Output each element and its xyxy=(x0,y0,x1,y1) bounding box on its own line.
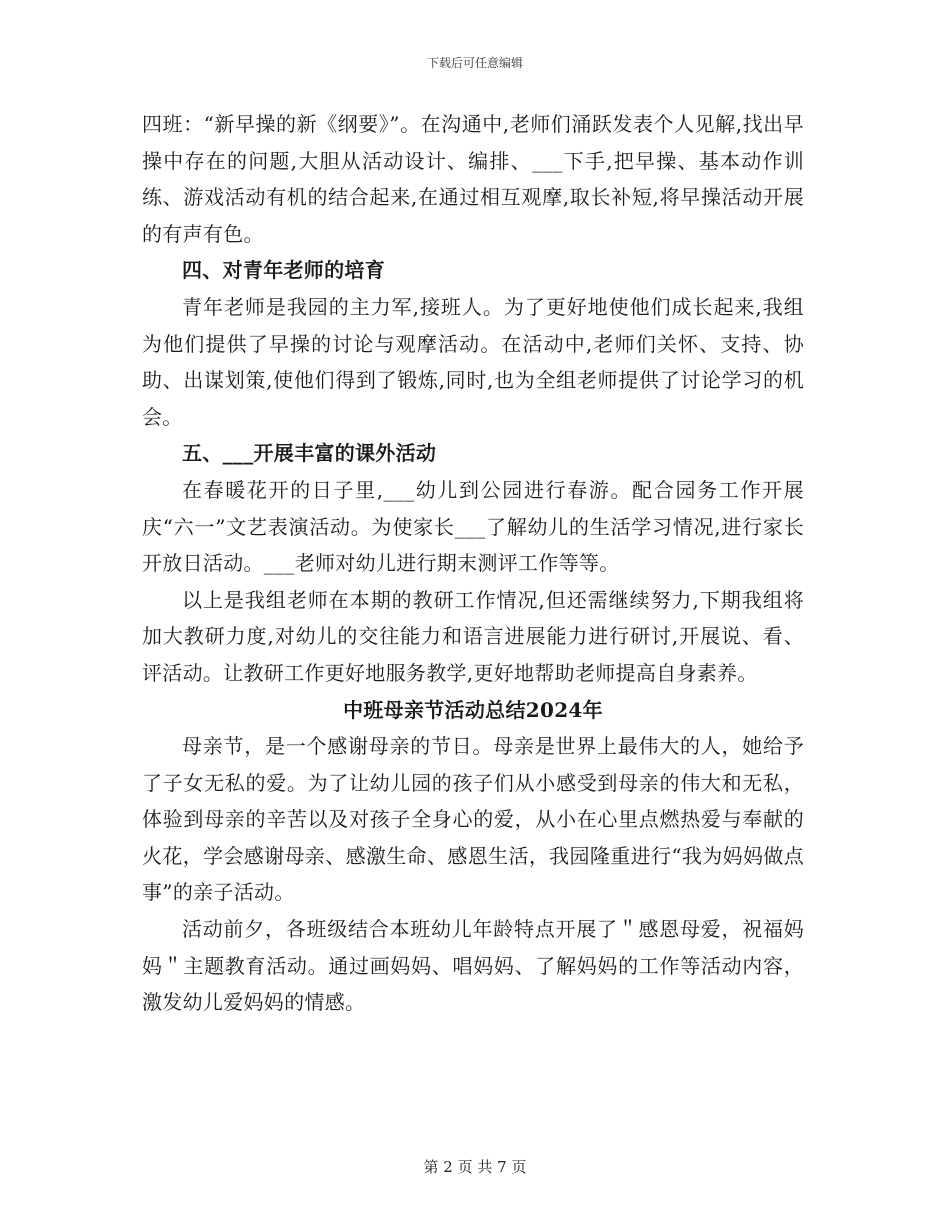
page-header-note: 下载后可任意编辑 xyxy=(426,56,523,70)
paragraph-mothers-day-intro: 母亲节，是一个感谢母亲的节日。母亲是世界上最伟大的人，她给予了子女无私的爱。为了让幼儿园的孩子们从小感受到母亲的伟大和无私，体验到母亲的辛苦以及对孩子全身心的爱，从小在心里点燃热爱与奉献的火花，学会感谢母亲、感激生命、感恩生活，我园隆重进行“我为妈妈做点事”的亲子活动。 xyxy=(142,734,804,905)
section-heading-four: 四、对青年老师的培育 xyxy=(182,258,385,283)
paragraph-class-four: 四班：“新早操的新《纲要》”。在沟通中,老师们涌跃发表个人见解,找出早操中存在的问题,大胆从活动设计、编排、___下手,把早操、基本动作训练、游戏活动有机的结合起来,在通过相互观摩,取长补短,将早操活动开展的有声有色。 xyxy=(142,112,804,246)
page-footer-number: 第 2 页 共 7 页 xyxy=(423,1158,527,1176)
paragraph-summary: 以上是我组老师在本期的教研工作情况,但还需继续努力,下期我组将加大教研力度,对幼儿的交往能力和语言进展能力进行研讨,开展说、看、评活动。让教研工作更好地服务教学,更好地帮助老师提高自身素养。 xyxy=(142,587,804,685)
paragraph-young-teachers: 青年老师是我园的主力军,接班人。为了更好地使他们成长起来,我组为他们提供了早操的讨论与观摩活动。在活动中,老师们关怀、支持、协助、出谋划策,使他们得到了锻炼,同时,也为全组老师提供了讨论学习的机会。 xyxy=(142,294,804,429)
document-body xyxy=(142,106,804,1021)
paragraph-extracurricular: 在春暖花开的日子里,___幼儿到公园进行春游。配合园务工作开展庆“六一”文艺表演活动。为使家长___了解幼儿的生活学习情况,进行家长开放日活动。___老师对幼儿进行期末测评工作等等。 xyxy=(142,477,804,576)
article-title-mothers-day: 中班母亲节活动总结2024年 xyxy=(343,697,603,722)
paragraph-mothers-day-activity: 活动前夕，各班级结合本班幼儿年龄特点开展了＂感恩母爱，祝福妈妈＂主题教育活动。通过画妈妈、唱妈妈、了解妈妈的工作等活动内容，激发幼儿爱妈妈的情感。 xyxy=(142,917,804,1015)
section-heading-five: 五、___开展丰富的课外活动 xyxy=(182,441,437,466)
